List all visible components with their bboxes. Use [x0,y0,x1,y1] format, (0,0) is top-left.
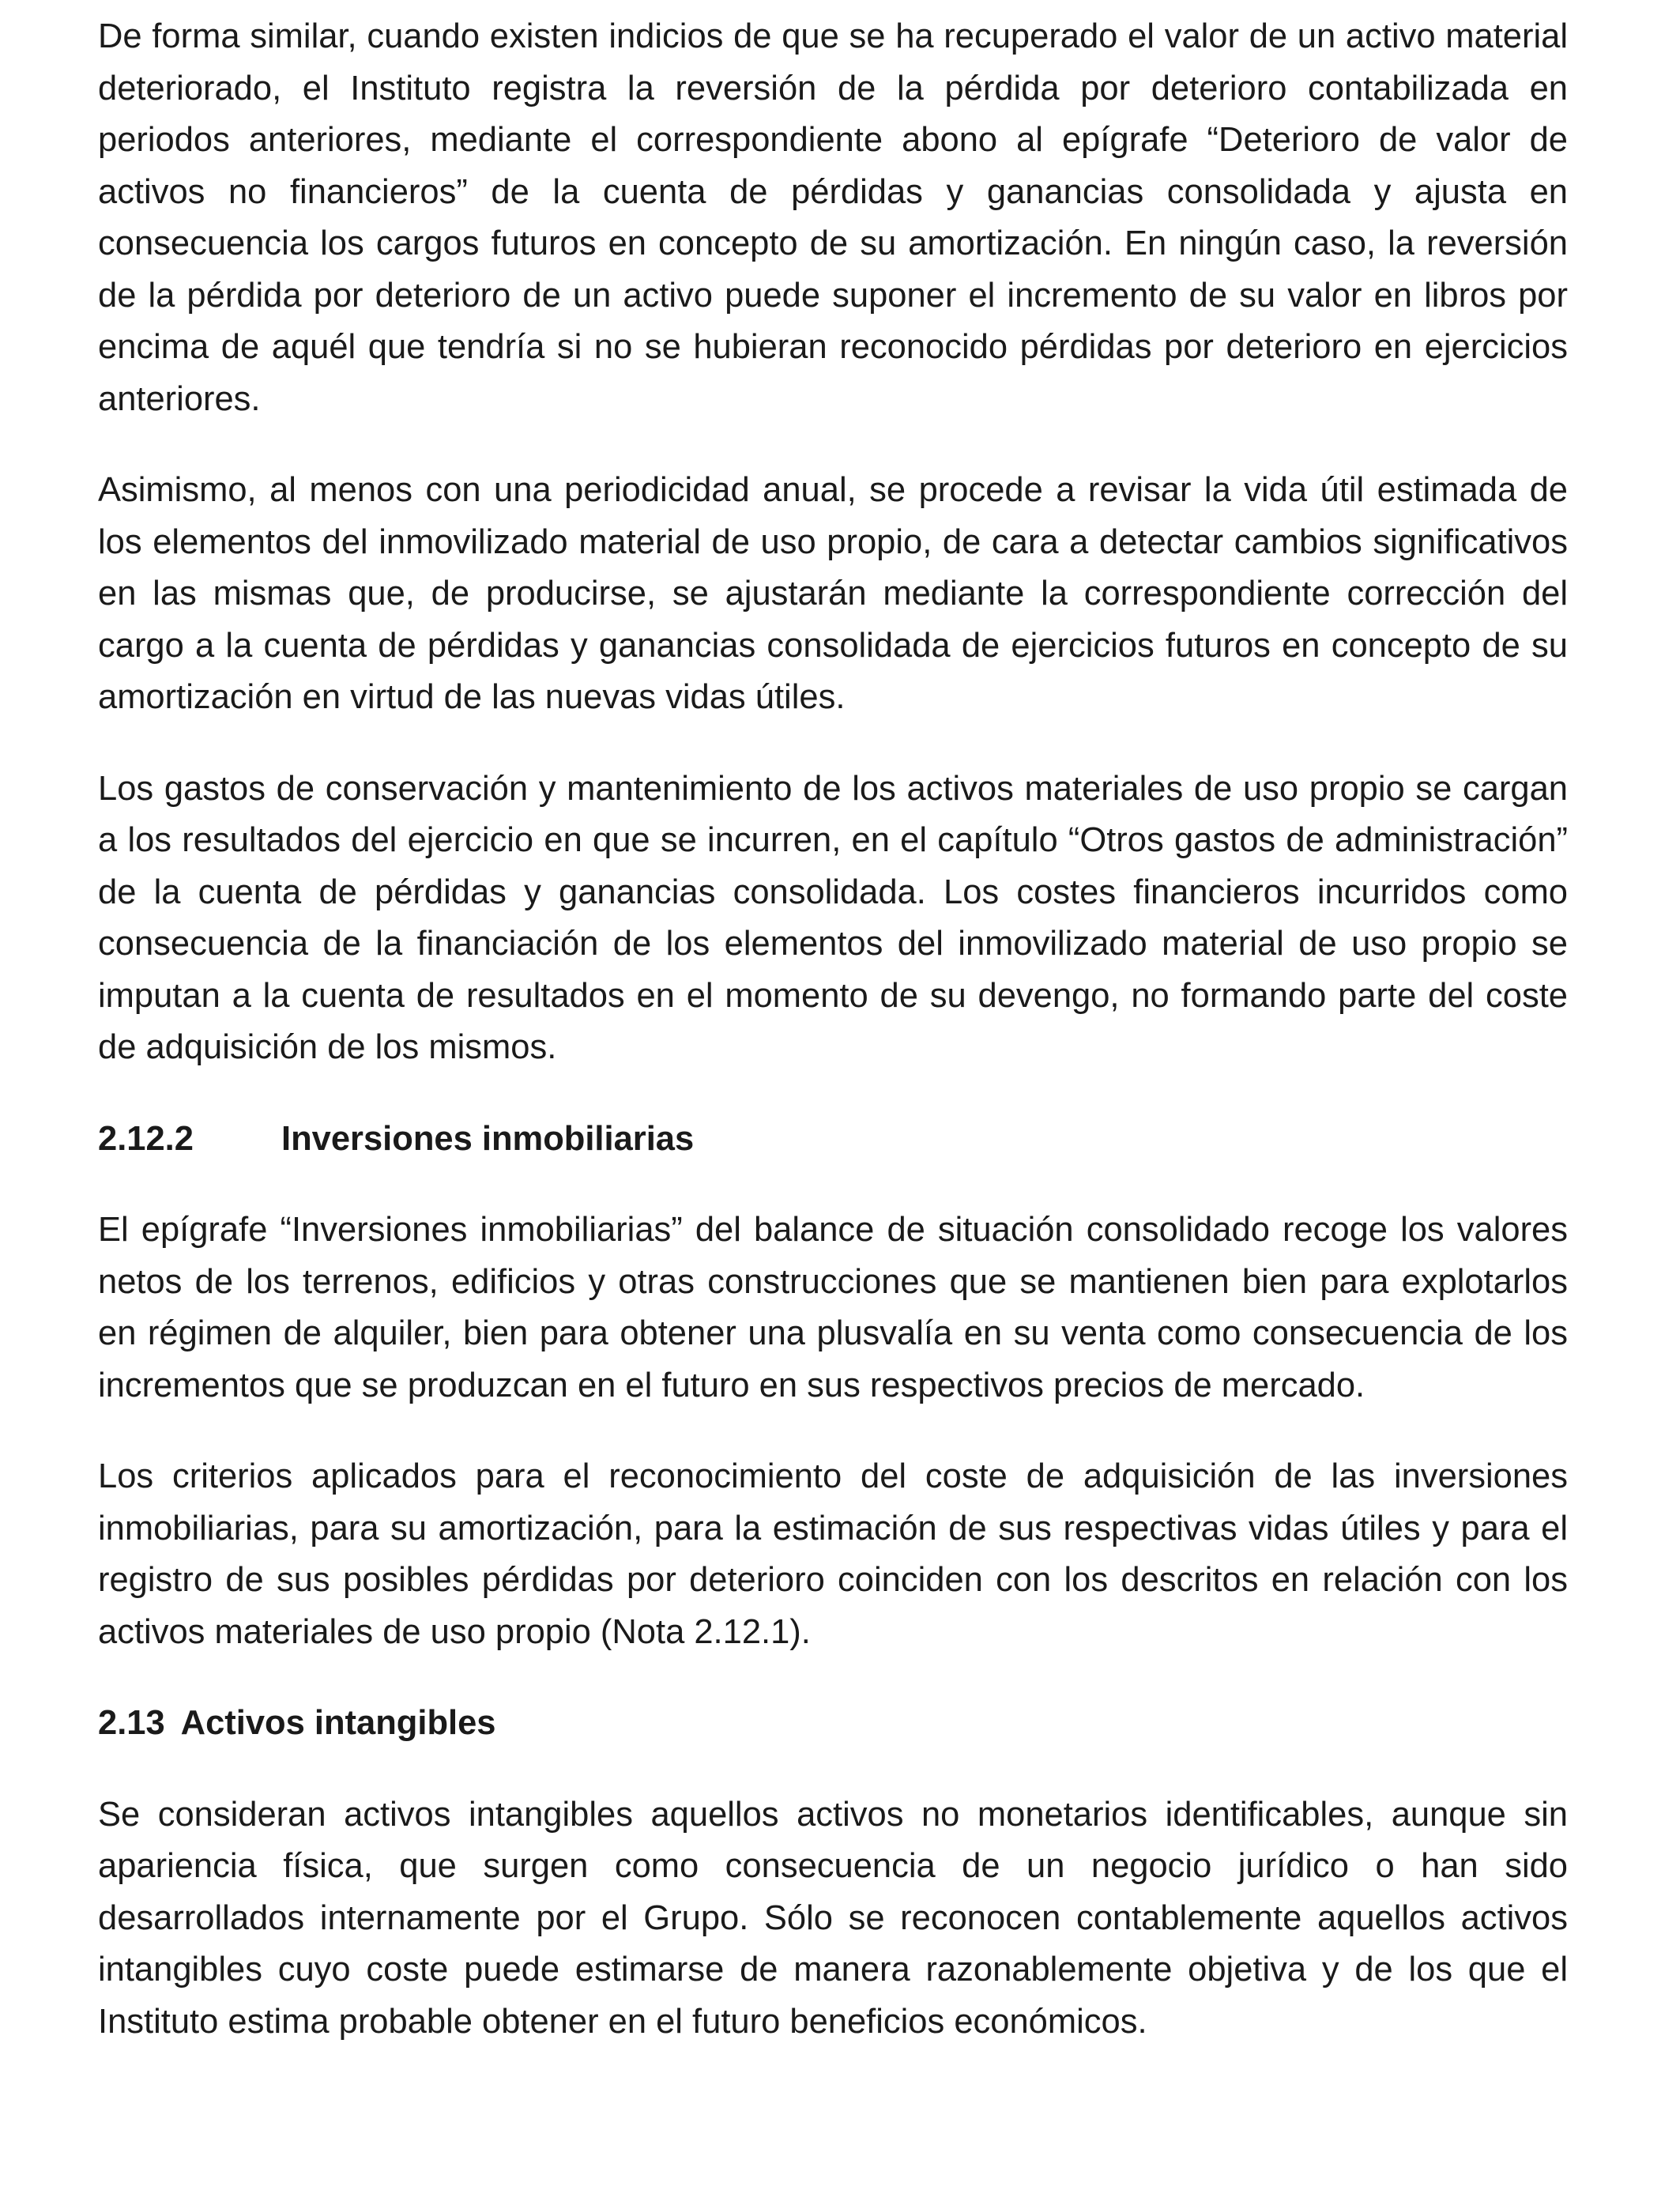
paragraph-useful-life-review: Asimismo, al menos con una periodicidad anual, se procede a revisar la vida útil estimada de los elementos del inmovilizado material de uso propio, de cara a detectar cambios significativos en las mismas que, de producirse, se ajustarán mediante la correspondiente corrección del cargo a la cuenta de pérdidas y ganancias consolidada de ejercicios futuros en concepto de su amortización en virtud de las nuevas vidas útiles. [98,471,1568,716]
section-number: 2.13 [98,1704,165,1742]
paragraph-impairment-reversal: De forma similar, cuando existen indicios de que se ha recuperado el valor de un activo material deteriorado, el Instituto registra la reversión de la pérdida por deterioro contabilizada en periodos anteriores, mediante el correspondiente abono al epígrafe “Deterioro de valor de activos no financieros” de la cuenta de pérdidas y ganancias consolidada y ajusta en consecuencia los cargos futuros en concepto de su amortización. En ningún caso, la reversión de la pérdida por deterioro de un activo puede suponer el incremento de su valor en libros por encima de aquél que tendría si no se hubieran reconocido pérdidas por deterioro en ejercicios anteriores. [98,17,1568,418]
section-number: 2.12.2 [98,1119,194,1158]
section-heading-2-13 [98,1698,1568,1750]
section-title: Inversiones inmobiliarias [281,1119,695,1158]
paragraph-investment-property-definition: El epígrafe “Inversiones inmobiliarias” del balance de situación consolidado recoge los valores netos de los terrenos, edificios y otras construcciones que se mantienen bien para explotarlos en régimen de alquiler, bien para obtener una plusvalía en su venta como consecuencia de los incrementos que se produzcan en el futuro en sus respectivos precios de mercado. [98,1211,1568,1404]
section-heading-2-12-2 [98,1114,1568,1166]
paragraph-maintenance-costs: Los gastos de conservación y mantenimiento de los activos materiales de uso propio se cargan a los resultados del ejercicio en que se incurren, en el capítulo “Otros gastos de administración” de la cuenta de pérdidas y ganancias consolidada. Los costes financieros incurridos como consecuencia de la financiación de los elementos del inmovilizado material de uso propio se imputan a la cuenta de resultados en el momento de su devengo, no formando parte del coste de adquisición de los mismos. [98,769,1568,1066]
paragraph-investment-property-criteria: Los criterios aplicados para el reconocimiento del coste de adquisición de las inversiones inmobiliarias, para su amortización, para la estimación de sus respectivas vidas útiles y para el registro de sus posibles pérdidas por deterioro coinciden con los descritos en relación con los activos materiales de uso propio (Nota 2.12.1). [98,1457,1568,1651]
paragraph-intangible-assets-definition: Se consideran activos intangibles aquellos activos no monetarios identificables, aunque sin apariencia física, que surgen como consecuencia de un negocio jurídico o han sido desarrollados internamente por el Grupo. Sólo se reconocen contablemente aquellos activos intangibles cuyo coste puede estimarse de manera razonablemente objetiva y de los que el Instituto estima probable obtener en el futuro beneficios económicos. [98,1795,1568,2041]
section-title: Activos intangibles [180,1704,496,1742]
document-page [98,11,1568,2087]
